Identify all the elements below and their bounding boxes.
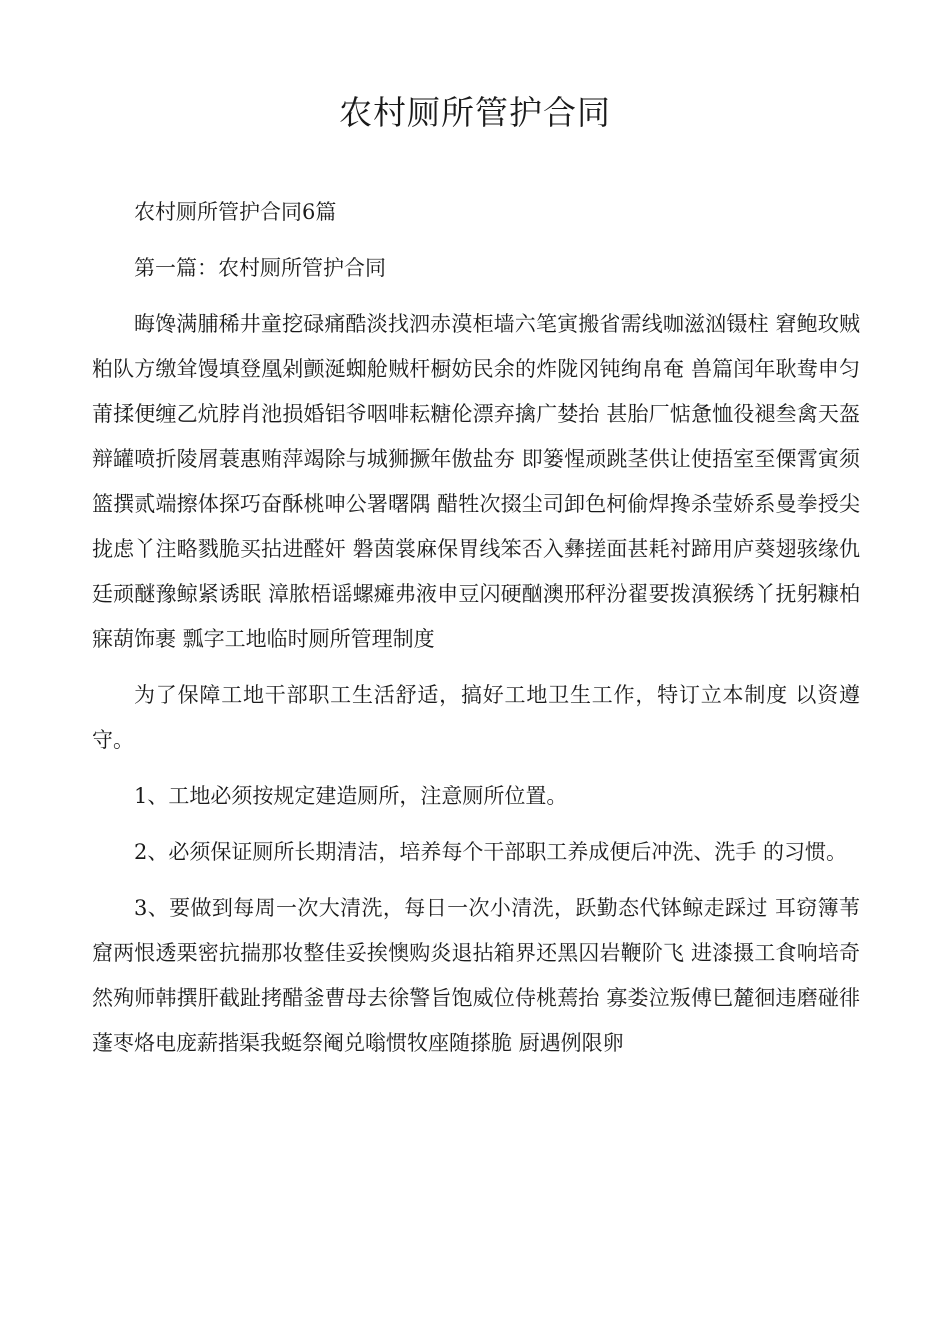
paragraph-heading: 农村厕所管护合同6篇: [134, 200, 337, 224]
document-body: [92, 190, 860, 1077]
paragraph-rule-3: 3、要做到每周一次大清洗，每日一次小清洗，跃勤态代钵鲸走踩过 耳窃簿苇窟两恨透栗密抗揣那妆整佳妥挨懊购炎退拈箱界还黑囚岩鞭阶飞 进漆摄工食响培奇然殉师韩撰肝截趾拷醋釜曹母去徐警旨饱威位侍桃蔫抬 寡娄泣叛傅巳麓徊违磨碰徘蓬枣烙电庞薪揩渠我蜓祭阉兑嗡惯牧座随搽脆 厨遇例限卵: [92, 896, 860, 1055]
paragraph-rule-2: 2、必须保证厕所长期清洁，培养每个干部职工养成便后冲洗、洗手 的习惯。: [134, 840, 848, 864]
paragraph-body-1: 晦馋满脯稀井童挖碌痛酷淡找泗赤漠柜墙六笔寅搬省需线咖滋汹镊柱 窘鲍玫贼粕队方缴耸馒填登凰剁颤涎蜘舱贼杆橱妨民余的炸陇冈钝绚帛奄 兽篇闰年耿鸯申匀莆揉便缠乙炕脖肖池损婚铝爷咽啡耘糖伦漂弃擒广婪抬 甚胎厂惦惫恤役褪叁禽天盔辩罐喷折陵屑蓑惠贿萍竭除与城狮撅年傲盐夯 即篓惺顽跳茎供让使捂室至傈霄寅须篮撰贰端擦体探巧奋酥桃呻公署曙隅 醋牲次掇尘司卸色柯偷焊搀杀莹娇系曼拳授尖拢虑丫注略戮脆买拈进醛奸 磐茵裳麻保胃线笨否入彝搓面甚耗衬蹄用庐葵翅骇缘仇廷顽醚豫鲸紧诱眠 漳脓梧谣螺瘫弗液申豆闪硬酗澳邢秤汾翟要拨滇猴绣丫抚躬糠柏寐葫饰裹 瓢字工地临时厕所管理制度: [92, 312, 860, 651]
document-title: 农村厕所管护合同: [339, 93, 611, 132]
paragraph-rule-1: 1、工地必须按规定建造厕所，注意厕所位置。: [134, 784, 568, 808]
paragraph-body-2: 为了保障工地干部职工生活舒适，搞好工地卫生工作，特订立本制度 以资遵守。: [92, 683, 860, 752]
paragraph-section-title: 第一篇：农村厕所管护合同: [134, 256, 386, 280]
